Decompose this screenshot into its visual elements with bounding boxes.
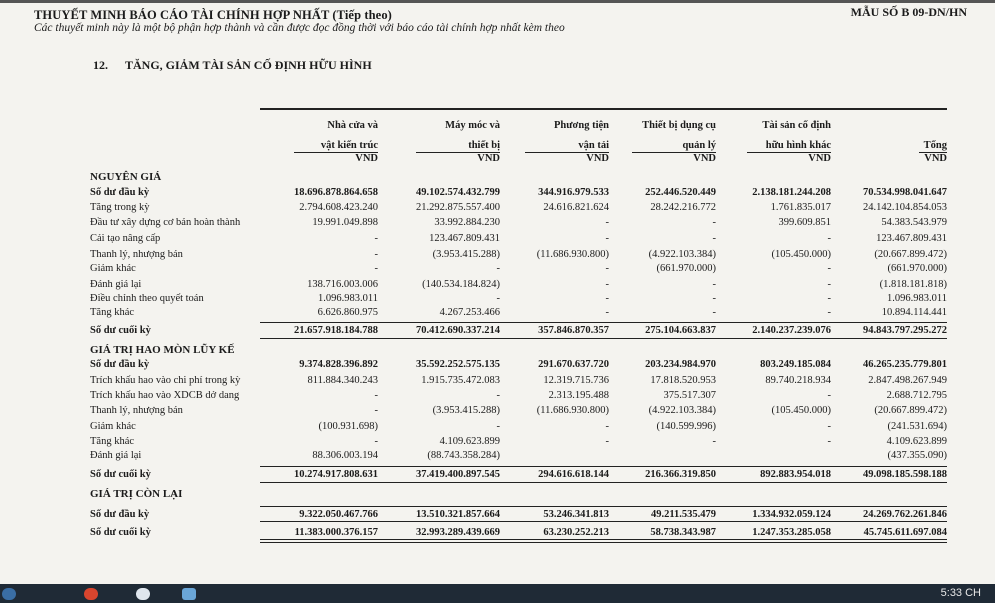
row-label: Số dư đầu kỳ	[90, 509, 150, 520]
table-cell: -	[496, 421, 500, 432]
table-cell: 10.274.917.808.631	[294, 469, 378, 480]
column-header-underline	[919, 152, 947, 153]
table-row	[0, 389, 995, 402]
top-border	[0, 0, 995, 3]
row-label: Trích khấu hao vào chi phí trong kỳ	[90, 375, 241, 386]
table-cell: (3.953.415.288)	[432, 405, 500, 416]
table-cell: 70.534.998.041.647	[863, 187, 947, 198]
column-header-l1: Phương tiện	[554, 120, 609, 131]
row-label: Tăng trong kỳ	[90, 202, 150, 213]
row-label: Giảm khác	[90, 421, 136, 432]
table-cell: 13.510.321.857.664	[416, 509, 500, 520]
column-header-l2: Tổng	[923, 140, 947, 151]
table-cell: 203.234.984.970	[645, 359, 716, 370]
row-label: Đầu tư xây dựng cơ bản hoàn thành	[90, 217, 241, 228]
table-cell: 2.140.237.239.076	[752, 325, 831, 336]
chat-icon[interactable]	[136, 588, 150, 600]
row-label: Số dư cuối kỳ	[90, 527, 151, 538]
row-label: Trích khấu hao vào XDCB dở dang	[90, 390, 240, 401]
table-row	[0, 404, 995, 417]
final-rule	[260, 539, 947, 540]
table-cell: 21.657.918.184.788	[294, 325, 378, 336]
table-cell: (11.686.930.800)	[536, 249, 609, 260]
table-row	[0, 508, 995, 521]
column-header-underline	[632, 152, 716, 153]
table-cell: 24.142.104.854.053	[863, 202, 947, 213]
table-cell: 6.626.860.975	[317, 307, 378, 318]
table-cell: (140.534.184.824)	[422, 279, 500, 290]
table-cell: 4.267.253.466	[439, 307, 500, 318]
table-cell: 1.096.983.011	[318, 293, 378, 304]
table-row	[0, 201, 995, 214]
subtotal-rule	[260, 521, 947, 522]
table-cell: 70.412.690.337.214	[416, 325, 500, 336]
table-cell: 17.818.520.953	[650, 375, 716, 386]
column-header-unit: VND	[693, 153, 716, 164]
column-header-unit: VND	[355, 153, 378, 164]
section-cost: NGUYÊN GIÁ	[90, 171, 162, 183]
table-cell: 294.616.618.144	[538, 469, 609, 480]
table-cell: (1.818.181.818)	[879, 279, 947, 290]
section-net-value: GIÁ TRỊ CÒN LẠI	[90, 488, 183, 500]
column-header-unit: VND	[477, 153, 500, 164]
table-cell: 803.249.185.084	[760, 359, 831, 370]
subtotal-rule	[260, 322, 947, 323]
table-cell: 21.292.875.557.400	[416, 202, 500, 213]
start-icon[interactable]	[2, 588, 16, 600]
section-depreciation: GIÁ TRỊ HAO MÒN LŨY KẾ	[90, 344, 235, 356]
table-row	[0, 278, 995, 291]
table-cell: 2.794.608.423.240	[299, 202, 378, 213]
section-heading	[93, 58, 372, 73]
row-label: Tăng khác	[90, 436, 135, 447]
table-cell: -	[827, 421, 831, 432]
table-cell: 375.517.307	[663, 390, 716, 401]
table-cell: 1.915.735.472.083	[421, 375, 500, 386]
row-label: Thanh lý, nhượng bán	[90, 249, 183, 260]
row-label: Số dư cuối kỳ	[90, 325, 151, 336]
table-cell: -	[374, 390, 378, 401]
table-cell: 33.992.884.230	[434, 217, 500, 228]
table-cell: 49.098.185.598.188	[863, 469, 947, 480]
row-label: Số dư đầu kỳ	[90, 187, 150, 198]
table-cell: 45.745.611.697.084	[863, 527, 947, 538]
table-cell: (105.450.000)	[771, 405, 831, 416]
table-cell: 2.138.181.244.208	[752, 187, 831, 198]
table-cell: 9.322.050.467.766	[299, 509, 378, 520]
row-label: Đánh giá lại	[90, 450, 142, 461]
table-cell: 89.740.218.934	[765, 375, 831, 386]
table-cell: 216.366.319.850	[645, 469, 716, 480]
row-label: Số dư cuối kỳ	[90, 469, 151, 480]
table-cell: -	[605, 217, 609, 228]
table-cell: 46.265.235.779.801	[863, 359, 947, 370]
table-cell: 357.846.870.357	[538, 325, 609, 336]
table-row	[0, 449, 995, 462]
table-cell: 344.916.979.533	[538, 187, 609, 198]
table-row	[0, 526, 995, 539]
table-cell: 123.467.809.431	[876, 233, 947, 244]
table-cell: -	[827, 436, 831, 447]
table-cell: (20.667.899.472)	[874, 405, 947, 416]
table-row	[0, 248, 995, 261]
column-header-l1: Máy móc và	[445, 120, 500, 131]
document-title: THUYẾT MINH BÁO CÁO TÀI CHÍNH HỢP NHẤT (Tiếp theo)	[34, 8, 392, 22]
table-cell: -	[605, 436, 609, 447]
table-cell: -	[827, 293, 831, 304]
table-cell: 892.883.954.018	[760, 469, 831, 480]
table-row	[0, 374, 995, 387]
chrome-icon[interactable]	[84, 588, 98, 600]
table-cell: 811.884.340.243	[307, 375, 378, 386]
table-cell: 49.102.574.432.799	[416, 187, 500, 198]
table-cell: 94.843.797.295.272	[863, 325, 947, 336]
table-cell: 1.096.983.011	[887, 293, 947, 304]
table-cell: 1.247.353.285.058	[752, 527, 831, 538]
table-cell: (88.743.358.284)	[427, 450, 500, 461]
table-cell: -	[712, 233, 716, 244]
table-cell: 24.269.762.261.846	[863, 509, 947, 520]
table-cell: (3.953.415.288)	[432, 249, 500, 260]
table-row	[0, 306, 995, 319]
table-cell: -	[712, 307, 716, 318]
document-subtitle: Các thuyết minh này là một bộ phận hợp thành và cần được đọc đồng thời với báo cáo tài chính hợp nhất kèm theo	[34, 22, 565, 34]
table-cell: (100.931.698)	[318, 421, 378, 432]
table-row	[0, 262, 995, 275]
subtotal-rule	[260, 338, 947, 339]
table-cell: 28.242.216.772	[650, 202, 716, 213]
table-cell: 35.592.252.575.135	[416, 359, 500, 370]
table-row	[0, 292, 995, 305]
column-header-l1: Tài sản cố định	[762, 120, 831, 131]
table-cell: 1.761.835.017	[770, 202, 831, 213]
row-label: Tăng khác	[90, 307, 135, 318]
table-cell: 4.109.623.899	[439, 436, 500, 447]
table-cell: -	[827, 390, 831, 401]
column-header-l1: Thiết bị dụng cụ	[642, 120, 716, 131]
table-cell: (11.686.930.800)	[536, 405, 609, 416]
table-cell: -	[605, 421, 609, 432]
table-cell: -	[605, 233, 609, 244]
column-header-underline	[525, 152, 609, 153]
table-cell: -	[827, 233, 831, 244]
table-cell: 49.211.535.479	[650, 509, 716, 520]
table-cell: -	[605, 263, 609, 274]
table-cell: 58.738.343.987	[650, 527, 716, 538]
table-top-rule	[260, 108, 947, 110]
table-cell: 63.230.252.213	[543, 527, 609, 538]
table-cell: 12.319.715.736	[543, 375, 609, 386]
table-cell: -	[374, 233, 378, 244]
row-label: Đánh giá lại	[90, 279, 142, 290]
table-cell: 2.313.195.488	[548, 390, 609, 401]
taskbar-clock: 5:33 CH	[940, 587, 981, 599]
row-label: Điều chỉnh theo quyết toán	[90, 293, 204, 304]
table-cell: -	[605, 307, 609, 318]
table-cell: 123.467.809.431	[429, 233, 500, 244]
table-cell: -	[605, 293, 609, 304]
table-cell: 275.104.663.837	[645, 325, 716, 336]
table-cell: (140.599.996)	[656, 421, 716, 432]
table-cell: 54.383.543.979	[881, 217, 947, 228]
table-cell: -	[712, 436, 716, 447]
subtotal-rule	[260, 466, 947, 467]
table-cell: -	[496, 263, 500, 274]
table-cell: -	[374, 263, 378, 274]
column-header-l2: quản lý	[682, 140, 716, 151]
table-cell: 11.383.000.376.157	[294, 527, 378, 538]
table-cell: -	[712, 293, 716, 304]
table-cell: (4.922.103.384)	[648, 405, 716, 416]
table-cell: 88.306.003.194	[312, 450, 378, 461]
row-label: Thanh lý, nhượng bán	[90, 405, 183, 416]
table-cell: -	[712, 217, 716, 228]
table-cell: 10.894.114.441	[881, 307, 947, 318]
column-header-l2: vận tải	[578, 140, 609, 151]
table-cell: -	[605, 279, 609, 290]
table-cell: (105.450.000)	[771, 249, 831, 260]
table-cell: -	[374, 436, 378, 447]
section-title: TĂNG, GIẢM TÀI SẢN CỐ ĐỊNH HỮU HÌNH	[125, 58, 372, 72]
table-cell: (20.667.899.472)	[874, 249, 947, 260]
table-cell: 4.109.623.899	[886, 436, 947, 447]
final-rule	[260, 542, 947, 543]
column-header-l2: vật kiến trúc	[320, 140, 378, 151]
table-cell: (437.355.090)	[887, 450, 947, 461]
table-cell: 291.670.637.720	[538, 359, 609, 370]
column-header-underline	[294, 152, 378, 153]
table-cell: -	[496, 293, 500, 304]
row-label: Giảm khác	[90, 263, 136, 274]
table-cell: 19.991.049.898	[312, 217, 378, 228]
table-cell: -	[374, 405, 378, 416]
taskbar	[0, 584, 995, 603]
column-header-l2: hữu hình khác	[765, 140, 831, 151]
table-cell: (661.970.000)	[887, 263, 947, 274]
table-row	[0, 216, 995, 229]
subtotal-rule	[260, 482, 947, 483]
row-label: Cải tạo nâng cấp	[90, 233, 161, 244]
subtotal-rule	[260, 506, 947, 507]
file-explorer-icon[interactable]	[182, 588, 196, 600]
table-row	[0, 232, 995, 245]
column-header-l2: thiết bị	[468, 140, 500, 151]
table-cell: -	[374, 249, 378, 260]
form-code: MẪU SỐ B 09-DN/HN	[850, 5, 967, 19]
table-cell: -	[827, 307, 831, 318]
column-header-underline	[747, 152, 831, 153]
column-header-unit: VND	[924, 153, 947, 164]
table-row	[0, 468, 995, 481]
table-cell: -	[496, 390, 500, 401]
table-cell: 252.446.520.449	[645, 187, 716, 198]
table-cell: 32.993.289.439.669	[416, 527, 500, 538]
column-header-underline	[416, 152, 500, 153]
table-cell: 2.688.712.795	[886, 390, 947, 401]
table-row	[0, 420, 995, 433]
table-cell: 18.696.878.864.658	[294, 187, 378, 198]
table-cell: 9.374.828.396.892	[299, 359, 378, 370]
table-cell: 1.334.932.059.124	[752, 509, 831, 520]
table-cell: -	[827, 279, 831, 290]
column-header-unit: VND	[586, 153, 609, 164]
column-header-unit: VND	[808, 153, 831, 164]
table-cell: -	[827, 263, 831, 274]
table-cell: (241.531.694)	[887, 421, 947, 432]
table-cell: (661.970.000)	[656, 263, 716, 274]
section-number: 12.	[93, 58, 108, 72]
table-row	[0, 324, 995, 337]
table-cell: 37.419.400.897.545	[416, 469, 500, 480]
column-header-l1: Nhà cửa và	[327, 120, 378, 131]
table-row	[0, 186, 995, 199]
table-cell: 24.616.821.624	[543, 202, 609, 213]
table-row	[0, 435, 995, 448]
table-cell: -	[712, 279, 716, 290]
table-cell: 2.847.498.267.949	[868, 375, 947, 386]
table-row	[0, 358, 995, 371]
table-cell: (4.922.103.384)	[648, 249, 716, 260]
table-cell: 399.609.851	[778, 217, 831, 228]
table-cell: 53.246.341.813	[543, 509, 609, 520]
row-label: Số dư đầu kỳ	[90, 359, 150, 370]
table-cell: 138.716.003.006	[307, 279, 378, 290]
